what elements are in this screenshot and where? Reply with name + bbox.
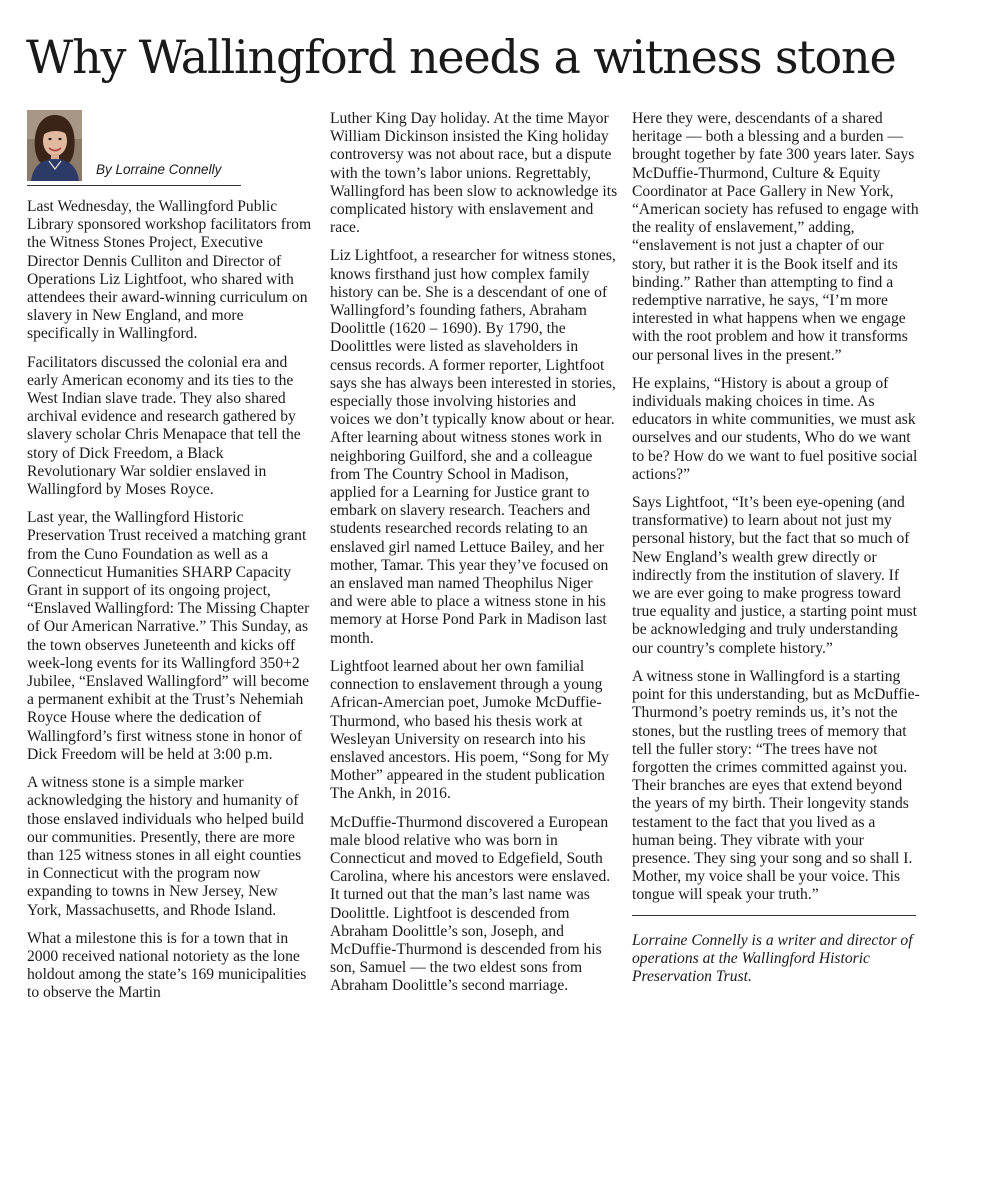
article-paragraph: Liz Lightfoot, a researcher for witness stones, knows firsthand just how complex family history can be. She is a descendant of one of Wallingford’s founding fathers, Abraham Doolittle (1620 – 1690). By 1790, the Doolittles were listed as slaveholders in census records. A former reporter, Lightfoot says she has always been interested in stories, especially those involving histories and voices we don’t typically know about or hear. After learning about witness stones work in neighboring Guilford, she and a colleague from The Country School in Madison, applied for a Learning for Justice grant to embark on slavery research. Teachers and students researched records relating to an enslaved girl named Lettuce Bailey, and her mother, Tamar. This year they’ve focused on an enslaved man named Theophilus Niger and were able to place a witness stone in his memory at Horse Pond Park in Madison last month. xyxy=(330,247,616,647)
article-column-1 xyxy=(27,110,315,1112)
article-paragraph: A witness stone in Wallingford is a starting point for this understanding, but as McDuffie-Thurmond’s poetry reminds us, it’s not the stones, but the rustling trees of memory that tell the fuller story: “The trees have not forgotten the crimes committed against you. Their branches are eyes that extend beyond the years of my birth. Their longevity stands testament to the fact that you lived as a human being. They vibrate with your presence. They sing your song and so shall I. Mother, my voice shall be your voice. This tongue will speak your truth.” xyxy=(632,667,920,904)
article-paragraph: He explains, “History is about a group of individuals making choices in time. As educators in white communities, we must ask ourselves and our students, Who do we want to be? How do we want to fuel positive social actions?” xyxy=(632,374,918,483)
byline: By Lorraine Connelly xyxy=(96,161,222,177)
article-paragraph: Facilitators discussed the colonial era and early American economy and its ties to the West Indian slave trade. They also shared archival evidence and research gathered by slavery scholar Chris Menapace that tell the story of Dick Freedom, a Black Revolutionary War soldier enslaved in Wallingford by Moses Royce. xyxy=(27,353,301,499)
article-paragraph: What a milestone this is for a town that in 2000 received national notoriety as the lone holdout among the state’s 169 municipalities to observe the Martin xyxy=(27,929,307,1002)
headline: Why Wallingford needs a witness stone xyxy=(26,30,896,84)
article-paragraph: Last Wednesday, the Wallingford Public Library sponsored workshop facilitators from the Witness Stones Project, Executive Director Dennis Culliton and Director of Operations Liz Lightfoot, who shared with attendees their award-winning curriculum on slavery in New England, and more specifically in Wallingford. xyxy=(27,198,312,343)
article-column-3 xyxy=(632,110,920,996)
article-paragraph-continued: Luther King Day holiday. At the time Mayor William Dickinson insisted the King holiday controversy was not about race, but a dispute with the town’s labor unions. Regrettably, Wallingford has been slow to acknowledge its complicated history with enslavement and race. xyxy=(330,110,618,237)
author-photo-icon xyxy=(27,110,82,181)
article-paragraph: Here they were, descendants of a shared heritage — both a blessing and a burden — brought together by fate 300 years later. Says McDuffie-Thurmond, Culture & Equity Coordinator at Pace Gallery in New York, “American society has refused to engage with the reality of enslavement,” adding, “enslavement is not just a chapter of our story, but rather it is the Book itself and its binding.” Rather than attempting to find a redemptive narrative, he says, “I’m more interested in what happens when we engage with the root problem and how it transforms our personal lives in the present.” xyxy=(632,110,919,364)
article-paragraph: Last year, the Wallingford Historic Preservation Trust received a matching grant from the Cuno Foundation as well as a Connecticut Humanities SHARP Capacity Grant in support of its ongoing project, “Enslaved Wallingford: The Missing Chapter of Our American Narrative.” This Sunday, as the town observes Juneteenth and kicks off week-long events for its Wallingford 350+2 Jubilee, “Enslaved Wallingford” will become a permanent exhibit at the Trust’s Nehemiah Royce House where the dedication of Wallingford’s first witness stone in honor of Dick Freedom will be held at 3:00 p.m. xyxy=(27,509,310,763)
article-column-2 xyxy=(330,110,618,1006)
article-paragraph: McDuffie-Thurmond discovered a European male blood relative who was born in Connecticut and moved to Edgefield, South Carolina, where his ancestors were enslaved. It turned out that the man’s last name was Doolittle. Lightfoot is descended from Abraham Doolittle’s son, Joseph, and McDuffie-Thurmond is descended from his son, Samuel — the two eldest sons from Abraham Doolittle’s second marriage. xyxy=(330,813,611,995)
byline-block xyxy=(27,110,241,186)
article-paragraph: Says Lightfoot, “It’s been eye-opening (and transformative) to learn about not just my personal history, but the fact that so much of New England’s wealth grew directly or indirectly from the institution of slavery. If we are ever going to make progress toward true equality and justice, a starting point must be acknowledging and truly understanding our country’s complete history.” xyxy=(632,494,917,657)
article-paragraph: Lightfoot learned about her own familial connection to enslavement through a young African-Amercian poet, Jumoke McDuffie-Thurmond, who based his thesis work at Wesleyan University on research into his enslaved ancestors. His poem, “Song for My Mother” appeared in the student publication The Ankh, in 2016. xyxy=(330,657,609,803)
article-paragraph: A witness stone is a simple marker acknowledging the history and humanity of those enslaved individuals who helped build our communities. Presently, there are more than 125 witness stones in all eight counties in Connecticut with the program now expanding to towns in New Jersey, New York, Massachusetts, and Rhode Island. xyxy=(27,774,304,919)
divider xyxy=(632,915,916,916)
author-note: Lorraine Connelly is a writer and director of operations at the Wallingford Historic Preservation Trust. xyxy=(632,931,913,985)
